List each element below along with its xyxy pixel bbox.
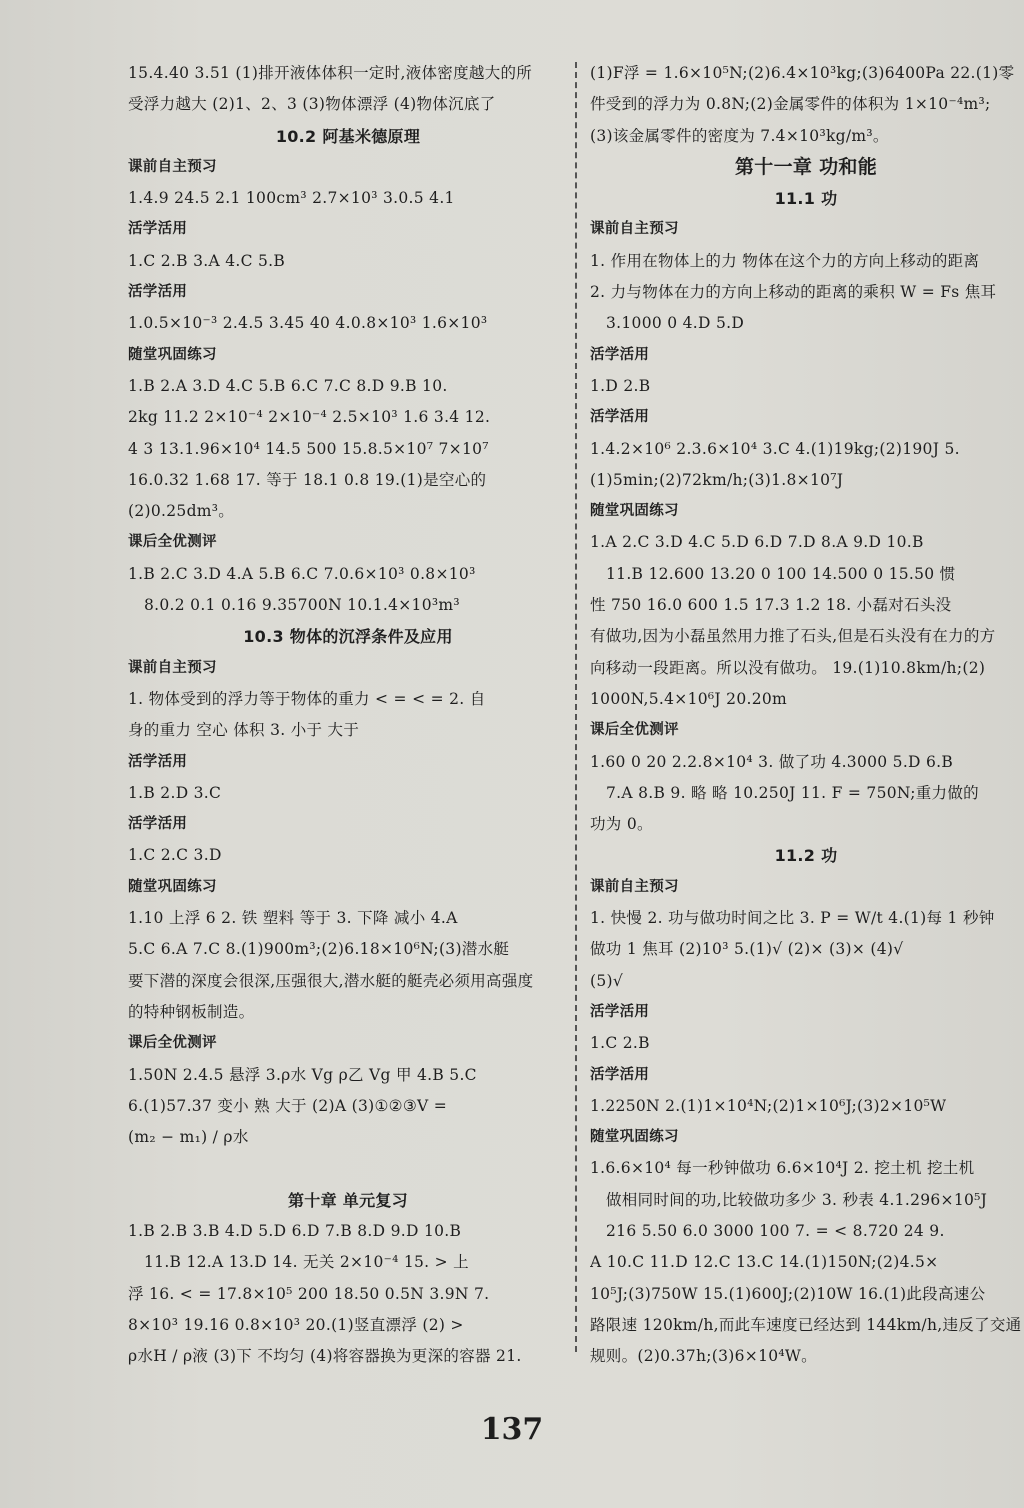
answer-line: 功为 0。 — [590, 815, 653, 834]
answer-line: 规则。(2)0.37h;(3)6×10⁴W。 — [590, 1347, 817, 1366]
section-heading: 课前自主预习 — [128, 158, 217, 175]
answer-line: 1.60 0 20 2.2.8×10⁴ 3. 做了功 4.3000 5.D 6.B — [590, 752, 954, 771]
answer-line: 2. 力与物体在力的方向上移动的距离的乘积 W = Fs 焦耳 — [590, 283, 997, 302]
answer-line: A 10.C 11.D 12.C 13.C 14.(1)150N;(2)4.5× — [590, 1253, 939, 1272]
answer-line: 1.D 2.B — [590, 376, 651, 395]
answer-line: 11.B 12.600 13.20 0 100 14.500 0 15.50 惯 — [606, 564, 956, 583]
section-heading: 活学活用 — [128, 753, 188, 770]
section-heading: 活学活用 — [590, 1003, 650, 1020]
answer-line: 1.C 2.B — [590, 1034, 650, 1053]
answer-line: ρ水H / ρ液 (3)下 不均匀 (4)将容器换为更深的容器 21. — [128, 1347, 522, 1366]
section-title: 第十章 单元复习 — [288, 1190, 408, 1210]
answer-line: 1. 作用在物体上的力 物体在这个力的方向上移动的距离 — [590, 251, 980, 270]
section-heading: 课前自主预习 — [590, 221, 679, 238]
answer-line: (1)F浮 = 1.6×10⁵N;(2)6.4×10³kg;(3)6400Pa 22.(1)零 — [590, 64, 1015, 82]
answer-line: (m₂ − m₁) / ρ水 — [128, 1128, 249, 1147]
answer-line: 1.C 2.C 3.D — [128, 846, 222, 865]
section-heading: 活学活用 — [128, 816, 188, 833]
answer-line: 浮 16. < = 17.8×10⁵ 200 18.50 0.5N 3.9N 7. — [128, 1284, 490, 1303]
answer-line: 有做功,因为小磊虽然用力推了石头,但是石头没有在力的方 — [590, 627, 996, 646]
answer-line: 1.B 2.C 3.D 4.A 5.B 6.C 7.0.6×10³ 0.8×10³ — [128, 564, 476, 583]
answer-line: 1000N,5.4×10⁶J 20.20m — [590, 689, 788, 708]
answer-line: 身的重力 空心 体积 3. 小于 大于 — [128, 721, 360, 740]
section-heading: 随堂巩固练习 — [128, 346, 217, 363]
answer-line: 6.(1)57.37 变小 熟 大于 (2)A (3)①②③V = — [128, 1096, 448, 1115]
section-heading: 活学活用 — [590, 346, 650, 363]
section-heading: 活学活用 — [590, 409, 650, 426]
answer-line: 11.B 12.A 13.D 14. 无关 2×10⁻⁴ 15. > 上 — [144, 1253, 469, 1272]
answer-line: 性 750 16.0 600 1.5 17.3 1.2 18. 小磊对石头没 — [590, 596, 952, 615]
left-column — [128, 58, 568, 1372]
answer-line: 216 5.50 6.0 3000 100 7. = < 8.720 24 9. — [606, 1221, 945, 1240]
section-heading: 课后全优测评 — [128, 534, 217, 551]
answer-line: 1.0.5×10⁻³ 2.4.5 3.45 40 4.0.8×10³ 1.6×10³ — [128, 314, 488, 333]
answer-line: 1.2250N 2.(1)1×10⁴N;(2)1×10⁶J;(3)2×10⁵W — [590, 1096, 947, 1115]
answer-line: 3.1000 0 4.D 5.D — [606, 314, 745, 333]
answer-line: 向移动一段距离。所以没有做功。 19.(1)10.8km/h;(2) — [590, 658, 986, 677]
answer-line: 做功 1 焦耳 (2)10³ 5.(1)√ (2)× (3)× (4)√ — [590, 940, 904, 959]
answer-line: (3)该金属零件的密度为 7.4×10³kg/m³。 — [590, 126, 889, 145]
answer-line: 1.B 2.D 3.C — [128, 783, 222, 802]
answer-line: 5.C 6.A 7.C 8.(1)900m³;(2)6.18×10⁶N;(3)潜水艇 — [128, 940, 510, 959]
answer-line: 1.A 2.C 3.D 4.C 5.D 6.D 7.D 8.A 9.D 10.B — [590, 533, 924, 552]
answer-line: (1)5min;(2)72km/h;(3)1.8×10⁷J — [590, 470, 844, 489]
section-heading: 课后全优测评 — [590, 722, 679, 739]
section-heading: 活学活用 — [128, 284, 188, 301]
section-heading: 活学活用 — [128, 221, 188, 238]
section-heading: 课前自主预习 — [128, 659, 217, 676]
section-title: 10.3 物体的沉浮条件及应用 — [243, 627, 453, 647]
answer-line: (5)√ — [590, 971, 624, 990]
answer-line: 路限速 120km/h,而此车速度已经达到 144km/h,违反了交通 — [590, 1315, 1022, 1334]
answer-line: 7.A 8.B 9. 略 略 10.250J 11. F = 750N;重力做的 — [606, 783, 979, 802]
answer-line: 受浮力越大 (2)1、2、3 (3)物体漂浮 (4)物体沉底了 — [128, 95, 496, 114]
answer-line: 8.0.2 0.1 0.16 9.35700N 10.1.4×10³m³ — [144, 596, 460, 615]
answer-line: 1.50N 2.4.5 悬浮 3.ρ水 Vg ρ乙 Vg 甲 4.B 5.C — [128, 1065, 477, 1084]
answer-line: 1. 快慢 2. 功与做功时间之比 3. P = W/t 4.(1)每 1 秒钟 — [590, 909, 995, 928]
column-divider — [575, 62, 577, 1352]
answer-line: 1.4.2×10⁶ 2.3.6×10⁴ 3.C 4.(1)19kg;(2)190J 5. — [590, 439, 960, 458]
section-title: 11.2 功 — [774, 846, 838, 866]
answer-line: 16.0.32 1.68 17. 等于 18.1 0.8 19.(1)是空心的 — [128, 470, 487, 489]
section-title: 11.1 功 — [774, 189, 838, 209]
section-heading: 随堂巩固练习 — [128, 878, 217, 895]
section-heading: 课前自主预习 — [590, 878, 679, 895]
answer-line: 15.4.40 3.51 (1)排开液体体积一定时,液体密度越大的所 — [128, 64, 533, 82]
section-heading: 随堂巩固练习 — [590, 1129, 679, 1146]
answer-line: 的特种钢板制造。 — [128, 1002, 255, 1021]
chapter-title: 第十一章 功和能 — [734, 155, 877, 178]
answer-line: 1.6.6×10⁴ 每一秒钟做功 6.6×10⁴J 2. 挖土机 挖土机 — [590, 1159, 975, 1178]
answer-line: 8×10³ 19.16 0.8×10³ 20.(1)竖直漂浮 (2) > — [128, 1315, 464, 1334]
answer-line: 1.4.9 24.5 2.1 100cm³ 2.7×10³ 3.0.5 4.1 — [128, 189, 455, 208]
answer-line: 4 3 13.1.96×10⁴ 14.5 500 15.8.5×10⁷ 7×10⁷ — [128, 439, 489, 458]
answer-line: 10⁵J;(3)750W 15.(1)600J;(2)10W 16.(1)此段高速公 — [590, 1284, 986, 1303]
section-heading: 活学活用 — [590, 1066, 650, 1083]
answer-line: 2kg 11.2 2×10⁻⁴ 2×10⁻⁴ 2.5×10³ 1.6 3.4 12. — [128, 408, 491, 427]
page-number: 137 — [480, 1412, 544, 1447]
answer-line: 1.B 2.B 3.B 4.D 5.D 6.D 7.B 8.D 9.D 10.B — [128, 1221, 462, 1240]
section-heading: 随堂巩固练习 — [590, 503, 679, 520]
answer-line: 1.C 2.B 3.A 4.C 5.B — [128, 251, 286, 270]
answer-line: 要下潜的深度会很深,压强很大,潜水艇的艇壳必须用高强度 — [128, 971, 534, 990]
answer-line: 1.B 2.A 3.D 4.C 5.B 6.C 7.C 8.D 9.B 10. — [128, 376, 448, 395]
answer-line — [128, 1153, 568, 1184]
section-heading: 课后全优测评 — [128, 1035, 217, 1052]
answer-line: (2)0.25dm³。 — [128, 502, 235, 521]
answer-line: 1.10 上浮 6 2. 铁 塑料 等于 3. 下降 减小 4.A — [128, 909, 458, 928]
right-column — [590, 58, 1022, 1372]
answer-line: 做相同时间的功,比较做功多少 3. 秒表 4.1.296×10⁵J — [606, 1190, 988, 1209]
answer-line: 件受到的浮力为 0.8N;(2)金属零件的体积为 1×10⁻⁴m³; — [590, 95, 991, 114]
section-title: 10.2 阿基米德原理 — [275, 126, 421, 146]
answer-line: 1. 物体受到的浮力等于物体的重力 < = < = 2. 自 — [128, 689, 486, 708]
